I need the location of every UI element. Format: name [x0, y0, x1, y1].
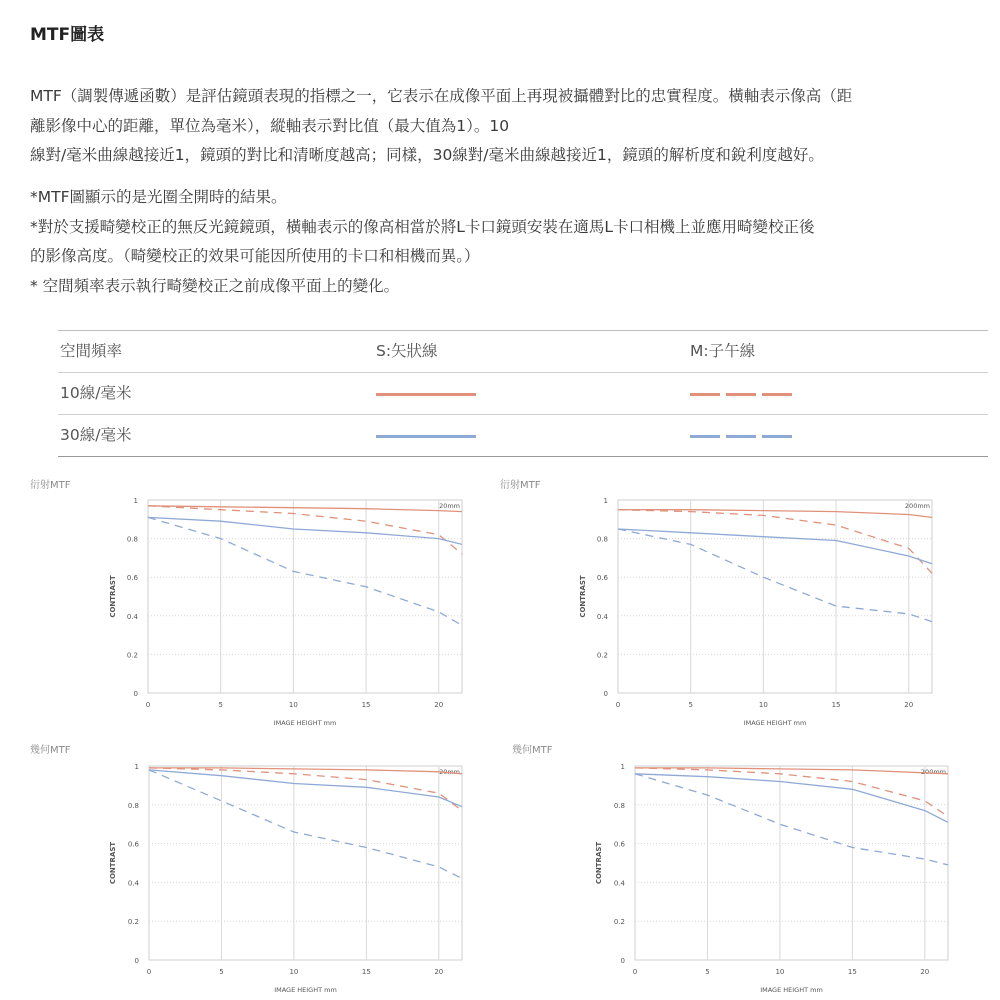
legend-header-row: [58, 331, 988, 373]
y-tick-label: 0.6: [596, 574, 608, 583]
y-tick-label: 0.8: [126, 535, 138, 544]
y-tick-label: 0.6: [126, 574, 138, 583]
y-tick-label: 0.4: [596, 612, 608, 621]
y-tick-label: 0: [620, 957, 625, 965]
header-meridional: M:子午線: [690, 342, 756, 360]
y-axis-label: CONTRAST: [579, 575, 587, 618]
header-sagittal: S:矢狀線: [376, 342, 438, 360]
mtf-chart-geometric-200mm: [586, 756, 966, 1000]
y-tick-label: 0.8: [127, 801, 139, 810]
plot-frame: [618, 500, 932, 693]
chart-section-label: 幾何MTF: [512, 745, 553, 756]
legend-table: [58, 330, 988, 457]
x-tick-label: 20: [904, 701, 914, 709]
x-tick-label: 10: [289, 968, 299, 976]
plot-frame: [148, 500, 462, 693]
y-tick-label: 0.6: [127, 840, 139, 849]
y-tick-label: 1: [134, 763, 139, 771]
note-line: * 空間頻率表示執行畸變校正之前成像平面上的變化。: [30, 276, 400, 295]
x-tick-label: 10: [758, 701, 768, 709]
series-10lp-meridional: [618, 510, 932, 574]
x-tick-label: 10: [288, 701, 298, 709]
legend-swatch-10lp-sagittal: [376, 393, 476, 396]
y-tick-label: 1: [603, 497, 608, 505]
legend-label-10lp: 10線/毫米: [60, 384, 132, 402]
legend-row-30lp: [58, 415, 988, 457]
mtf-chart-geometric-20mm: [100, 756, 480, 1000]
y-axis-label: CONTRAST: [109, 575, 117, 618]
y-axis-label: CONTRAST: [595, 841, 603, 885]
x-axis-label: IMAGE HEIGHT mm: [274, 986, 337, 994]
y-tick-label: 1: [620, 763, 625, 771]
series-30lp-meridional: [149, 770, 462, 879]
page-title: MTF圖表: [30, 25, 105, 45]
mtf-chart-diffraction-20mm: [100, 490, 480, 735]
x-tick-label: 15: [847, 968, 857, 976]
x-tick-label: 0: [145, 701, 151, 709]
focal-length-label: 200mm: [904, 502, 930, 510]
description-paragraph: [30, 82, 980, 171]
x-tick-label: 0: [632, 968, 638, 976]
y-axis-label: CONTRAST: [109, 841, 117, 885]
x-axis-label: IMAGE HEIGHT mm: [743, 719, 807, 727]
x-tick-label: 0: [615, 701, 621, 709]
y-tick-label: 0.4: [127, 879, 139, 888]
y-tick-label: 0: [134, 957, 139, 965]
x-tick-label: 5: [219, 968, 224, 976]
legend-swatch-30lp-meridional: [690, 435, 792, 438]
description-line: MTF（調製傳遞函數）是評估鏡頭表現的指標之一，它表示在成像平面上再現被攝體對比的忠實程度。橫軸表示像高（距: [30, 87, 853, 105]
focal-length-label: 20mm: [439, 768, 460, 776]
y-tick-label: 0.4: [613, 879, 625, 888]
focal-length-label: 20mm: [439, 502, 460, 510]
series-30lp-sagittal: [618, 529, 932, 564]
x-tick-label: 10: [775, 968, 785, 976]
note-line: 的影像高度。（畸變校正的效果可能因所使用的卡口和相機而異。）: [30, 247, 480, 265]
y-tick-label: 0.8: [613, 801, 625, 810]
x-axis-label: IMAGE HEIGHT mm: [760, 986, 823, 994]
chart-section-label: 衍射MTF: [500, 480, 541, 491]
chart-section-label: 幾何MTF: [30, 745, 71, 756]
description-line: 離影像中心的距離，單位為毫米），縱軸表示對比值（最大值為1）。10: [30, 116, 510, 135]
x-tick-label: 5: [705, 968, 710, 976]
y-tick-label: 0.2: [613, 918, 625, 927]
x-tick-label: 15: [361, 701, 371, 709]
legend-swatch-10lp-meridional: [690, 393, 792, 396]
legend-swatch-30lp-sagittal: [376, 435, 476, 438]
y-tick-label: 0.2: [127, 918, 139, 927]
description-line: 線對/毫米曲線越接近1，鏡頭的對比和清晰度越高；同樣，30線對/毫米曲線越接近1，鏡頭的解析度和銳利度越好。: [30, 146, 824, 164]
y-tick-label: 0: [603, 690, 608, 698]
legend-row-10lp: [58, 373, 988, 415]
x-tick-label: 15: [361, 968, 371, 976]
plot-frame: [149, 766, 462, 960]
series-30lp-meridional: [635, 774, 948, 865]
y-tick-label: 0.6: [613, 840, 625, 849]
focal-length-label: 200mm: [920, 768, 946, 776]
x-tick-label: 5: [218, 701, 223, 709]
y-tick-label: 0.8: [596, 535, 608, 544]
x-tick-label: 20: [920, 968, 930, 976]
legend-label-30lp: 30線/毫米: [60, 426, 132, 444]
note-line: *MTF圖顯示的是光圈全開時的結果。: [30, 188, 287, 206]
notes-block: [30, 183, 980, 301]
y-tick-label: 0: [133, 690, 138, 698]
chart-section-label: 衍射MTF: [30, 480, 71, 491]
y-tick-label: 0.4: [126, 612, 138, 621]
x-axis-label: IMAGE HEIGHT mm: [273, 719, 337, 727]
series-30lp-meridional: [148, 517, 462, 625]
x-tick-label: 0: [146, 968, 152, 976]
y-tick-label: 1: [133, 497, 138, 505]
header-spatial-frequency: 空間頻率: [60, 342, 123, 360]
x-tick-label: 15: [831, 701, 841, 709]
mtf-chart-diffraction-200mm: [570, 490, 950, 735]
x-tick-label: 20: [434, 968, 444, 976]
y-tick-label: 0.2: [596, 651, 608, 660]
x-tick-label: 20: [434, 701, 444, 709]
y-tick-label: 0.2: [126, 651, 138, 660]
note-line: *對於支援畸變校正的無反光鏡鏡頭，橫軸表示的像高相當於將L卡口鏡頭安裝在適馬L卡口相機上並應用畸變校正後: [30, 217, 815, 236]
series-30lp-meridional: [618, 529, 932, 622]
series-30lp-sagittal: [635, 774, 948, 823]
x-tick-label: 5: [688, 701, 693, 709]
